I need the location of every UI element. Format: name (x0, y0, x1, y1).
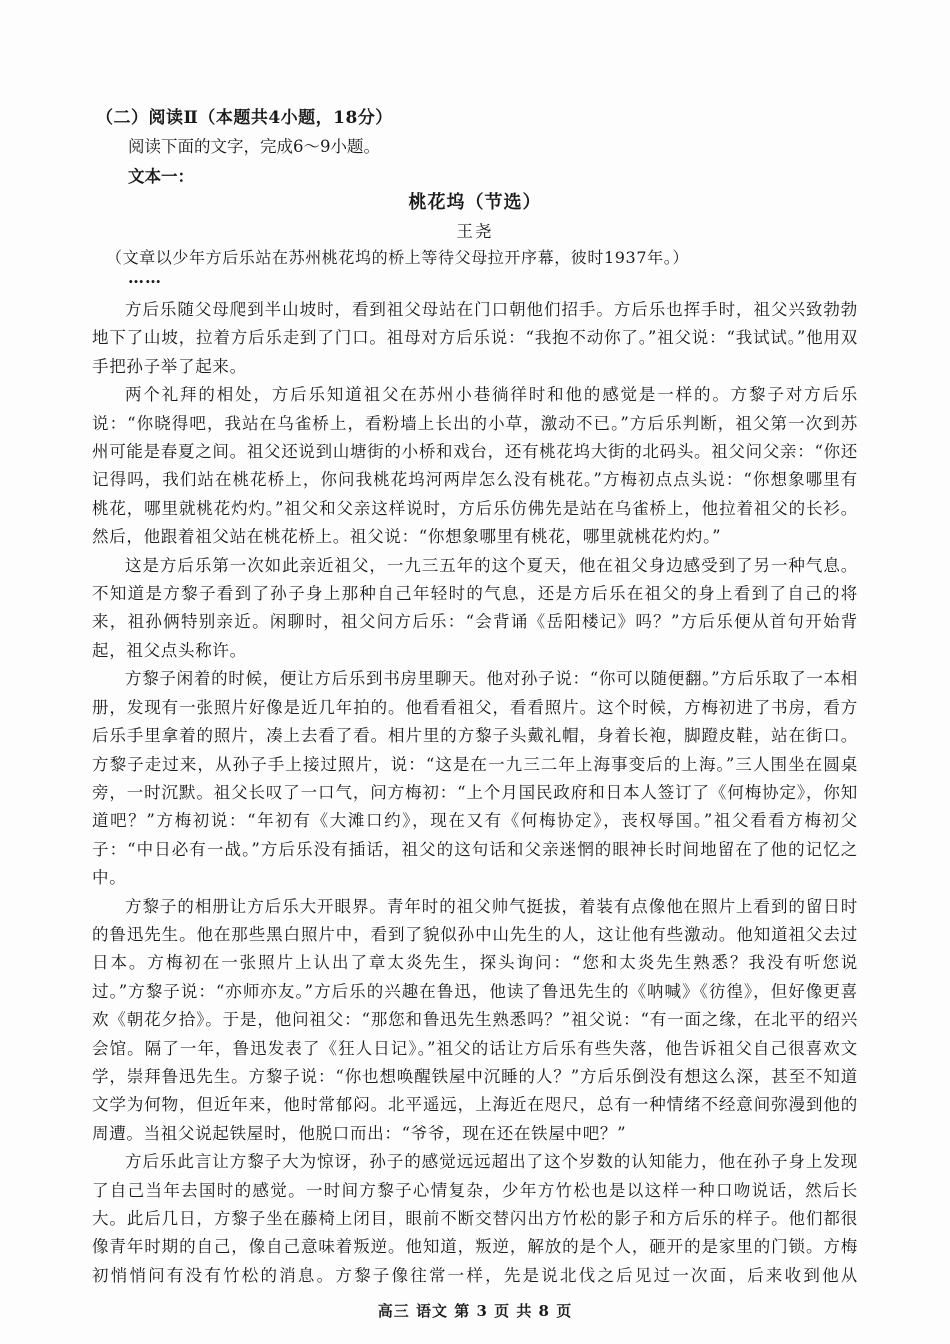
page-footer: 高三 语文 第 3 页 共 8 页 (377, 1302, 573, 1320)
paragraph-6: 方后乐此言让方黎子大为惊讶，孙子的感觉远远超出了这个岁数的认知能力，他在孙子身上发现了自己当年去国时的感觉。一时间方黎子心情复杂，少年方竹松也是以这样一种口吻说话，然后长大。此后几日，方黎子坐在藤椅上闭目，眼前不断交替闪出方竹松的影子和方后乐的样子。他们都很像青年时期的自己，像自己意味着叛逆。他知道，叛逆，解放的是个人，砸开的是家里的门锁。方梅初悄悄问有没有竹松的消息。方黎子像往常一样，先是说北伐之后见过一次面，后来收到他从 (92, 1152, 858, 1285)
paragraph-3: 这是方后乐第一次如此亲近祖父，一九三五年的这个夏天，他在祖父身边感受到了另一种气息。不知道是方黎子看到了孙子身上那种自己年轻时的气息，还是方后乐在祖父的身上看到了自己的将来，祖孙俩特别亲近。闲聊时，祖父问方后乐：“会背诵《岳阳楼记》吗？”方后乐便从首句开始背起，祖父点头称许。 (92, 555, 858, 660)
paragraph-2: 两个礼拜的相处，方后乐知道祖父在苏州小巷徜徉时和他的感觉是一样的。方黎子对方后乐说：“你晓得吧，我站在乌雀桥上，看粉墙上长出的小草，激动不已。”方后乐判断，祖父第一次到苏州可能是春夏之间。祖父还说到山塘街的小桥和戏台，还有桃花坞大街的北码头。祖父问父亲：“你还记得吗，我们站在桃花桥上，你问我桃花坞河两岸怎么没有桃花。”方梅初点点头说：“你想象哪里有桃花，哪里就桃花灼灼。”祖父和父亲这样说时，方后乐仿佛先是站在乌雀桥上，他拉着祖父的长衫。然后，他跟着祖父站在桃花桥上。祖父说：“你想象哪里有桃花，哪里就桃花灼灼。” (92, 385, 858, 547)
article-body (92, 296, 858, 1290)
reading-instruction: 阅读下面的文字，完成6～9小题。 (128, 137, 380, 156)
paragraph-4: 方黎子闲着的时候，便让方后乐到书房里聊天。他对孙子说：“你可以随便翻。”方后乐取了一本相册，发现有一张照片好像是近几年拍的。他看看祖父，看看照片。这个时候，方梅初进了书房，看方后乐手里拿着的照片，凑上去看了看。相片里的方黎子头戴礼帽，身着长袍，脚蹬皮鞋，站在街口。方黎子走过来，从孙子手上接过照片，说：“这是在一九三二年上海事变后的上海。”三人围坐在圆桌旁，一时沉默。祖父长叹了一口气，问方梅初：“上个月国民政府和日本人签订了《何梅协定》，你知道吧？”方梅初说：“年初有《大滩口约》，现在又有《何梅协定》，丧权辱国。”祖父看看方梅初父子：“中日必有一战。”方后乐没有插话，祖父的这句话和父亲迷惘的眼神长时间地留在了他的记忆之中。 (92, 669, 858, 888)
article-preface: （文章以少年方后乐站在苏州桃花坞的桥上等待父母拉开序幕，彼时1937年。） (106, 248, 689, 267)
omission-mark: …… (128, 268, 162, 287)
text-label: 文本一： (128, 167, 194, 186)
article-author: 王尧 (456, 222, 494, 241)
section-heading: （二）阅读Ⅱ（本题共4小题，18分） (96, 108, 393, 128)
article-title: 桃花坞（节选） (408, 192, 542, 213)
paragraph-1: 方后乐随父母爬到半山坡时，看到祖父母站在门口朝他们招手。方后乐也挥手时，祖父兴致勃勃地下了山坡，拉着方后乐走到了门口。祖母对方后乐说：“我抱不动你了。”祖父说：“我试试。”他用双手把孙子举了起来。 (92, 300, 858, 376)
paragraph-5: 方黎子的相册让方后乐大开眼界。青年时的祖父帅气挺拔，着装有点像他在照片上看到的留日时的鲁迅先生。他在那些黑白照片中，看到了貌似孙中山先生的人，这让他有些激动。他知道祖父去过日本。方梅初在一张照片上认出了章太炎先生，探头询问：“您和太炎先生熟悉？我没有听您说过。”方黎子说：“亦师亦友。”方后乐的兴趣在鲁迅，他读了鲁迅先生的《呐喊》《彷徨》，但好像更喜欢《朝花夕拾》。于是，他问祖父：“那您和鲁迅先生熟悉吗？”祖父说：“有一面之缘，在北平的绍兴会馆。隔了一年，鲁迅发表了《狂人日记》。”祖父的话让方后乐有些失落，他告诉祖父自己很喜欢文学，崇拜鲁迅先生。方黎子说：“你也想唤醒铁屋中沉睡的人？”方后乐倒没有想这么深，甚至不知道文学为何物，但近年来，他时常郁闷。北平遥远，上海近在咫尺，总有一种情绪不经意间弥漫到他的周遭。当祖父说起铁屋时，他脱口而出：“爷爷，现在还在铁屋中吧？” (92, 896, 858, 1143)
